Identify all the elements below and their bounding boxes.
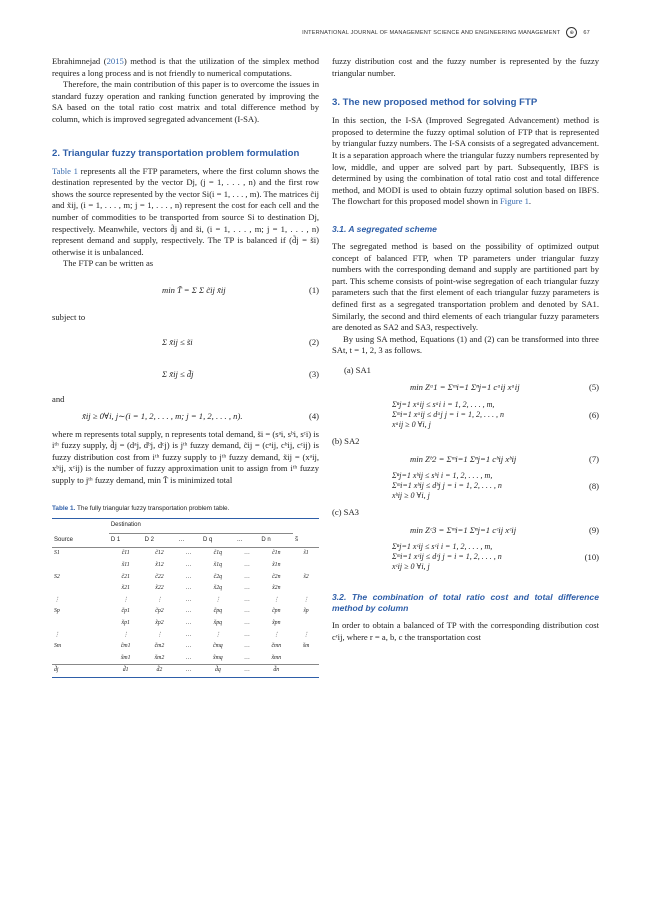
citation-link[interactable]: 2015	[106, 56, 124, 66]
table-cell: ⋮	[303, 596, 309, 603]
paragraph: subject to	[52, 311, 86, 322]
subsection-heading: 3.2. The combination of total ratio cost and total difference method by column	[332, 592, 599, 614]
table-cell: x̃2q	[213, 585, 223, 592]
table-cell: ⋮	[214, 596, 221, 603]
table-cell: c̃mn	[271, 643, 282, 650]
table-cell: x̃p2	[155, 620, 164, 626]
equation-10: Σⁿj=1 xᶜij ≤ sᶜi i = 1, 2, . . . , m, Σᵐi=1 xᶜij ≤ dᶜj j = i = 1, 2, . . . , n xᶜij ≥ 0 ∀i, j (10)	[392, 542, 599, 572]
figure-link[interactable]: Figure 1	[500, 196, 529, 207]
table-cell	[293, 560, 319, 572]
table-cell: d̃2	[156, 667, 163, 674]
equation-2: Σ x̃ij ≤ s̃i (2)	[162, 336, 319, 347]
table-cell: ⋮	[122, 631, 129, 638]
table-cell: x̃mn	[271, 654, 282, 661]
table-cell: c̃pq	[213, 608, 223, 615]
table-cell: x̃m1	[120, 654, 131, 661]
table-column-header: D 2	[144, 536, 154, 543]
table-cell: …	[186, 585, 192, 592]
table-cell: c̃2n	[272, 573, 281, 580]
paragraph: Table 1 represents all the FTP parameters, where the first column shows the destination represented by the vector Dj, (j = 1, . . . , n) and the first row shows the source represented by the vector Si(i = 1, . . . , m). The matrices c̃ij and x̃ij, (i = 1, . . . , m; j = 1, . . . , n) represent the cost for each cell and the number of commodities to be transported from source Si to destination Dj, respectively. Meanwhile, vectors d̃j and s̃i, (i = 1, . . . , m; j = 1, . . . , n) represent demand and supply, respectively. The TP is balanced if (d̃j = s̃i) otherwise it is unbalanced.	[52, 165, 319, 257]
journal-logo-icon: ⊕	[566, 27, 577, 38]
table-link[interactable]: Table 1	[52, 165, 78, 176]
table-cell	[52, 618, 109, 630]
paragraph: In order to obtain a balanced of TP with the corresponding distribution cost cʳij, where r = a, b, c the transportation cost	[332, 620, 599, 643]
table-cell: c̃p1	[121, 608, 130, 615]
table-cell: c̃2q	[213, 573, 223, 580]
paragraph: By using SA method, Equations (1) and (2) can be transformed into three SAt, t = 1, 2, 3 as follows.	[332, 333, 599, 356]
table-row	[52, 583, 319, 595]
table-cell: c̃1n	[272, 550, 281, 557]
table-cell: c̃m2	[154, 643, 165, 650]
table-cell	[293, 653, 319, 665]
table-cell: x̃21	[121, 585, 130, 592]
table-column-header: D n	[261, 536, 271, 543]
table-column-header: D q	[202, 536, 213, 543]
table-cell: …	[186, 550, 192, 557]
section-heading: 3. The new proposed method for solving FTP	[332, 97, 538, 109]
table-cell: ⋮	[156, 631, 163, 638]
paragraph: fuzzy distribution cost and the fuzzy number is represented by the fuzzy triangular number.	[332, 56, 599, 78]
table-cell: ⋮	[54, 631, 60, 638]
table-cell: …	[186, 631, 192, 638]
table-cell: ⋮	[156, 596, 163, 603]
table-cell	[52, 560, 109, 572]
table-cell: d̃1	[122, 667, 129, 674]
table-cell: …	[186, 643, 192, 650]
equation-4: x̃ij ≥ 0∀i, j∼(i = 1, 2, . . . , m; j = 1, 2, . . . , n). (4)	[82, 411, 319, 422]
table-cell: d̃j	[54, 667, 59, 674]
section-heading: 2. Triangular fuzzy transportation problem formulation	[52, 147, 300, 159]
page-number: 67	[583, 29, 590, 36]
table-cell: ⋮	[303, 631, 309, 638]
equation-9: min Zᶜ3 = Σᵐi=1 Σⁿj=1 cᶜij xᶜij (9)	[410, 524, 599, 535]
table-cell: Sp	[54, 608, 60, 615]
table-cell: Sm	[54, 643, 62, 650]
table-cell: ⋮	[273, 596, 280, 603]
equation-5: min Zᵃ1 = Σᵐi=1 Σⁿj=1 cᵃij xᵃij (5)	[410, 382, 599, 393]
table-cell: s̃p	[303, 608, 309, 615]
equation-1: min T̃ = Σ Σ c̃ij x̃ij (1)	[162, 285, 319, 296]
case-label: (b) SA2	[332, 436, 360, 447]
table-row	[52, 606, 319, 618]
table-cell: c̃12	[155, 550, 164, 557]
paragraph: Therefore, the main contribution of this paper is to overcome the issues in standard fuzzy operation and ranking function generated by improving the SA based on the total ratio cost matrix and total difference method by column, which is improved segregated advancement (I-SA).	[52, 79, 319, 124]
equation-7: min Zᵇ2 = Σᵐi=1 Σⁿj=1 cᵇij xᵇij (7)	[410, 453, 599, 464]
table-cell: d̃n	[273, 667, 280, 674]
table-cell: x̃m2	[154, 654, 165, 661]
paragraph: and	[52, 393, 65, 404]
table-column-header: s̃	[295, 536, 299, 543]
table-cell: x̃1n	[272, 562, 281, 569]
table-cell: …	[244, 667, 250, 674]
table-cell: d̃q	[214, 667, 221, 674]
table-cell: …	[244, 631, 250, 638]
table-cell: …	[244, 573, 250, 580]
table-cell	[293, 618, 319, 630]
table-column-header: D 1	[110, 536, 121, 543]
table-cell: s̃2	[303, 573, 309, 580]
table-cell: x̃mq	[213, 654, 223, 661]
table-cell: x̃p1	[121, 620, 130, 626]
table-caption: Table 1. The fully triangular fuzzy transportation problem table.	[52, 504, 230, 512]
left-column	[52, 56, 319, 678]
table-cell: …	[186, 667, 192, 674]
table-row	[52, 548, 319, 560]
journal-title: INTERNATIONAL JOURNAL OF MANAGEMENT SCIENCE AND ENGINEERING MANAGEMENT	[302, 29, 561, 36]
table-row	[52, 653, 319, 665]
table-cell: x̃1q	[213, 562, 223, 569]
table-cell	[293, 583, 319, 595]
equation-8: Σⁿj=1 xᵇij ≤ sᵇi i = 1, 2, . . . , m, Σᵐi=1 xᵇij ≤ dᵇj j = i = 1, 2, . . . , n xᵇij ≥ 0 ∀i, j (8)	[392, 471, 599, 501]
table-row	[52, 665, 319, 678]
paragraph: where m represents total supply, n represents total demand, s̃i = (sᵃi, sᵇi, sᶜi) is iᵗʰ fuzzy supply, d̃j = (dᵃj, dᵇj, dᶜj) is jᵗʰ fuzzy demand, c̃ij = (cᵃij, cᵇij, cᶜij) is fuzzy distribution cost from iᵗʰ fuzzy supply to jᵗʰ fuzzy demand, x̃ij = (xᵃij, xᵇij, xᶜij) is the number of fuzzy approximation unit to assign from iᵗʰ fuzzy supply to jᵗʰ fuzzy demand, min T̃ is minimized total	[52, 428, 319, 486]
table-cell: ⋮	[54, 596, 60, 603]
case-label: (a) SA1	[344, 364, 371, 375]
table-cell: ⋮	[214, 631, 221, 638]
paragraph: The FTP can be written as	[63, 258, 154, 269]
table-cell: …	[244, 620, 250, 626]
running-header	[302, 27, 590, 38]
table-cell: …	[244, 562, 250, 569]
table-cell: …	[244, 608, 250, 615]
table-cell: …	[186, 654, 192, 661]
table-cell: ⋮	[273, 631, 280, 638]
table-cell: …	[186, 608, 192, 615]
table-cell: S2	[54, 573, 60, 580]
equation-6: Σⁿj=1 xᵃij ≤ sᵃi i = 1, 2, . . . , m, Σᵐi=1 xᵃij ≤ dᵃj j = i = 1, 2, . . . , n xᵃij ≥ 0 ∀i, j (6)	[392, 400, 599, 430]
table-cell: x̃pn	[272, 620, 281, 626]
table-cell: s̃1	[303, 550, 309, 557]
table-cell: c̃1q	[213, 550, 223, 557]
table-cell: c̃p2	[155, 608, 164, 615]
table-cell: x̃pq	[213, 620, 223, 626]
paragraph: The segregated method is based on the possibility of optimized output concept of balanced FTP, when TP parameters under triangular fuzzy numbers with the corresponding demand and supply are partitioned part by part. This scheme consists of point-wise segregation of each triangular fuzzy parameters such that the first element of each triangular fuzzy parameters is defined first as a segregated transportation problem and denoted by SA1. Similarly, the second and third elements of each triangular fuzzy parameters are denoted as SA2 and SA3, respectively.	[332, 240, 599, 333]
table-cell: …	[186, 573, 192, 580]
table-cell	[293, 665, 319, 678]
table-cell: s̃m	[302, 643, 310, 650]
table-cell: c̃pn	[272, 608, 281, 615]
table-row	[52, 641, 319, 653]
table-cell: c̃mq	[213, 643, 223, 650]
paragraph: In this section, the I-SA (Improved Segregated Advancement) method is proposed to determine the fuzzy optimal solution of FTP that is represented by triangular fuzzy numbers. The I-SA consists of a segregated advancement. It is a separation approach where the triangular fuzzy numbers represented by low, middle, and upper are solved part by part. Subsequently, IBFS is determined by using the combination of total ratio cost and total difference method, and MODI is used to obtain fuzzy optimal solution based on IBFS. The flowchart for this proposed model shown in Figure 1.	[332, 115, 600, 207]
case-label: (c) SA3	[332, 507, 359, 518]
table-cell: ⋮	[122, 596, 129, 603]
table-cell: x̃11	[121, 562, 130, 569]
table-cell: …	[186, 596, 192, 603]
table-cell: x̃12	[155, 562, 164, 569]
table-row	[52, 572, 319, 584]
paragraph: Ebrahimnejad (2015) method is that the utilization of the simplex method requires a long process and is not friendly to numerical computations.	[52, 56, 319, 78]
equation-3: Σ x̃ij ≤ d̃j (3)	[162, 368, 319, 379]
table-cell: …	[186, 562, 192, 569]
table-cell: …	[244, 654, 250, 661]
table-column-header: Source	[54, 536, 74, 543]
subsection-heading: 3.1. A segregated scheme	[332, 223, 437, 234]
table-cell: …	[244, 550, 250, 557]
table-cell: …	[186, 620, 192, 626]
right-column	[332, 56, 599, 644]
fuzzy-transportation-table	[52, 518, 319, 678]
table-cell	[52, 653, 109, 665]
table-cell: c̃22	[155, 573, 164, 580]
table-row	[52, 630, 319, 642]
table-cell: …	[244, 643, 250, 650]
table-row	[52, 560, 319, 572]
table-cell: c̃11	[121, 550, 130, 557]
table-cell: c̃21	[121, 573, 130, 580]
table-cell	[52, 583, 109, 595]
table-cell: x̃2n	[272, 585, 281, 592]
table-row	[52, 595, 319, 607]
table-cell: c̃m1	[120, 643, 131, 650]
table-column-header: …	[178, 536, 185, 543]
table-cell: x̃22	[155, 585, 164, 592]
table-cell: S1	[54, 550, 60, 557]
table-row	[52, 618, 319, 630]
table-group-header: Destination	[109, 519, 293, 534]
table-cell: …	[244, 585, 250, 592]
table-column-header: …	[236, 536, 243, 543]
table-cell: …	[244, 596, 250, 603]
